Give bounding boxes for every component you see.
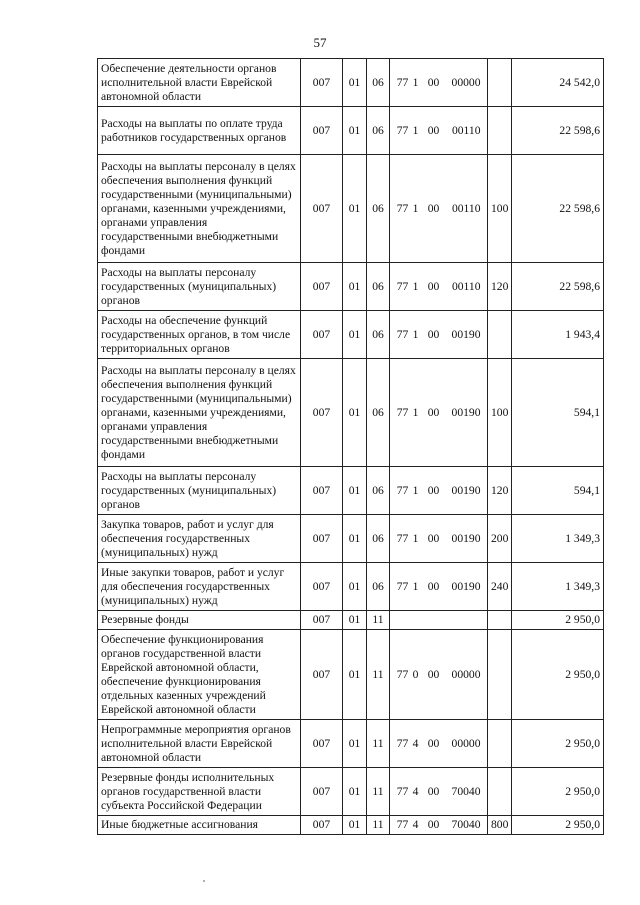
row-pr: 11 [367,630,390,720]
row-sum: 22 598,6 [512,263,604,311]
row-ved: 007 [301,467,343,515]
row-csr [390,107,488,155]
row-vr: 120 [488,467,512,515]
csr-part: 00 [427,201,440,215]
csr-part: 00 [427,784,440,798]
row-sum: 22 598,6 [512,107,604,155]
row-vr [488,107,512,155]
csr-part: 00 [427,279,440,293]
row-rz: 01 [343,563,367,611]
csr-part: 00 [427,667,440,681]
row-rz: 01 [343,359,367,467]
csr-part: 00190 [451,483,481,497]
csr-part: 1 [412,531,419,545]
table-row [98,720,604,768]
csr-part: 70040 [451,818,481,831]
row-csr [390,563,488,611]
csr-part: 1 [412,405,419,419]
csr-part: 1 [412,279,419,293]
csr-part: 00000 [451,75,481,89]
row-vr [488,611,512,630]
row-vr: 800 [488,816,512,835]
table-body [98,59,604,835]
csr-part: 77 [396,75,409,89]
row-csr [390,515,488,563]
row-pr: 06 [367,359,390,467]
csr-part: 77 [396,279,409,293]
row-name: Расходы на выплаты персоналу в целях обеспечения выполнения функций государственными (муниципальными) органами, казенными учреждениями, органами управления государственными внебюджетными фондами [98,359,301,467]
csr-part: 00190 [451,327,481,341]
table-row [98,515,604,563]
csr-part: 1 [412,483,419,497]
csr-part: 00 [427,123,440,137]
row-vr: 200 [488,515,512,563]
table-row [98,359,604,467]
csr-part: 77 [396,201,409,215]
csr-part: 00000 [451,667,481,681]
budget-table [97,58,604,835]
row-rz: 01 [343,107,367,155]
csr-part: 00 [427,405,440,419]
row-vr: 100 [488,155,512,263]
row-ved: 007 [301,59,343,107]
csr-part: 00190 [451,579,481,593]
table-row [98,59,604,107]
csr-part: 00 [427,327,440,341]
row-ved: 007 [301,515,343,563]
csr-part: 1 [412,579,419,593]
table-row [98,467,604,515]
row-sum: 2 950,0 [512,611,604,630]
row-name: Расходы на выплаты персоналу в целях обеспечения выполнения функций государственными (муниципальными) органами, казенными учреждениями, органами управления государственными внебюджетными фондами [98,155,301,263]
row-sum: 1 943,4 [512,311,604,359]
row-vr: 240 [488,563,512,611]
row-ved: 007 [301,155,343,263]
csr-part: 00 [427,483,440,497]
row-ved: 007 [301,611,343,630]
row-name: Обеспечение функционирования органов государственной власти Еврейской автономной области, обеспечение функционирования отдельных казенных учреждений Еврейской автономной области [98,630,301,720]
row-rz: 01 [343,59,367,107]
csr-part: 0 [412,667,419,681]
row-ved: 007 [301,311,343,359]
csr-part: 00 [427,818,440,831]
table-row [98,263,604,311]
scan-speck [203,880,205,882]
csr-part: 00110 [451,279,481,293]
row-name: Расходы на выплаты по оплате труда работников государственных органов [98,107,301,155]
row-sum: 1 349,3 [512,515,604,563]
row-sum: 2 950,0 [512,720,604,768]
row-vr [488,768,512,816]
row-pr: 06 [367,467,390,515]
row-vr: 100 [488,359,512,467]
row-name: Непрограммные мероприятия органов исполнительной власти Еврейской автономной области [98,720,301,768]
table-row [98,816,604,835]
row-rz: 01 [343,611,367,630]
row-pr: 06 [367,515,390,563]
row-rz: 01 [343,155,367,263]
row-pr: 06 [367,563,390,611]
row-ved: 007 [301,720,343,768]
row-pr: 11 [367,611,390,630]
row-csr [390,311,488,359]
table-row [98,155,604,263]
csr-part: 77 [396,579,409,593]
table-row [98,611,604,630]
table-row [98,768,604,816]
csr-part: 00190 [451,531,481,545]
row-rz: 01 [343,263,367,311]
row-name: Резервные фонды исполнительных органов государственной власти субъекта Российской Федерации [98,768,301,816]
row-sum: 2 950,0 [512,768,604,816]
row-ved: 007 [301,359,343,467]
row-sum: 594,1 [512,467,604,515]
row-csr [390,816,488,835]
row-name: Расходы на выплаты персоналу государственных (муниципальных) органов [98,263,301,311]
row-sum: 24 542,0 [512,59,604,107]
row-name: Обеспечение деятельности органов исполнительной власти Еврейской автономной области [98,59,301,107]
row-pr: 06 [367,311,390,359]
row-name: Иные закупки товаров, работ и услуг для обеспечения государственных (муниципальных) нужд [98,563,301,611]
row-rz: 01 [343,720,367,768]
csr-part: 4 [412,736,419,750]
row-vr [488,720,512,768]
row-ved: 007 [301,630,343,720]
row-csr [390,263,488,311]
row-csr [390,467,488,515]
row-rz: 01 [343,630,367,720]
table-row [98,107,604,155]
csr-part: 4 [412,784,419,798]
csr-part: 00000 [451,736,481,750]
row-name: Расходы на выплаты персоналу государственных (муниципальных) органов [98,467,301,515]
csr-part: 00 [427,75,440,89]
csr-part: 1 [412,123,419,137]
csr-part: 00190 [451,405,481,419]
row-csr [390,155,488,263]
row-sum: 2 950,0 [512,630,604,720]
row-rz: 01 [343,311,367,359]
row-csr [390,59,488,107]
csr-part: 00 [427,531,440,545]
row-ved: 007 [301,107,343,155]
row-pr: 11 [367,720,390,768]
row-vr [488,311,512,359]
row-rz: 01 [343,768,367,816]
csr-part: 77 [396,327,409,341]
csr-part: 77 [396,667,409,681]
csr-part: 77 [396,784,409,798]
table-row [98,630,604,720]
row-ved: 007 [301,816,343,835]
csr-part: 77 [396,483,409,497]
csr-part: 77 [396,531,409,545]
row-name: Иные бюджетные ассигнования [98,816,301,835]
row-pr: 06 [367,155,390,263]
row-rz: 01 [343,816,367,835]
row-sum: 22 598,6 [512,155,604,263]
row-name: Закупка товаров, работ и услуг для обеспечения государственных (муниципальных) нужд [98,515,301,563]
row-name: Резервные фонды [98,611,301,630]
csr-part: 1 [412,327,419,341]
row-csr [390,359,488,467]
row-ved: 007 [301,263,343,311]
csr-part: 77 [396,123,409,137]
row-csr [390,720,488,768]
row-vr: 120 [488,263,512,311]
row-sum: 594,1 [512,359,604,467]
row-ved: 007 [301,563,343,611]
row-vr [488,59,512,107]
row-pr: 06 [367,263,390,311]
row-pr: 06 [367,107,390,155]
table-row [98,563,604,611]
table-row [98,311,604,359]
csr-part: 00110 [451,123,481,137]
csr-part: 4 [412,818,419,831]
row-pr: 11 [367,768,390,816]
csr-part: 00 [427,579,440,593]
csr-part: 77 [396,818,409,831]
row-csr [390,630,488,720]
csr-part: 77 [396,405,409,419]
csr-part: 70040 [451,784,481,798]
csr-part: 00 [427,736,440,750]
csr-part: 77 [396,736,409,750]
row-name: Расходы на обеспечение функций государственных органов, в том числе территориальных органов [98,311,301,359]
row-pr: 06 [367,59,390,107]
row-ved: 007 [301,768,343,816]
row-rz: 01 [343,467,367,515]
row-vr [488,630,512,720]
csr-part: 1 [412,75,419,89]
page-number: 57 [313,35,327,50]
row-pr: 11 [367,816,390,835]
row-sum: 1 349,3 [512,563,604,611]
row-rz: 01 [343,515,367,563]
csr-part: 1 [412,201,419,215]
row-sum: 2 950,0 [512,816,604,835]
csr-part: 00110 [451,201,481,215]
row-csr [390,611,488,630]
row-csr [390,768,488,816]
